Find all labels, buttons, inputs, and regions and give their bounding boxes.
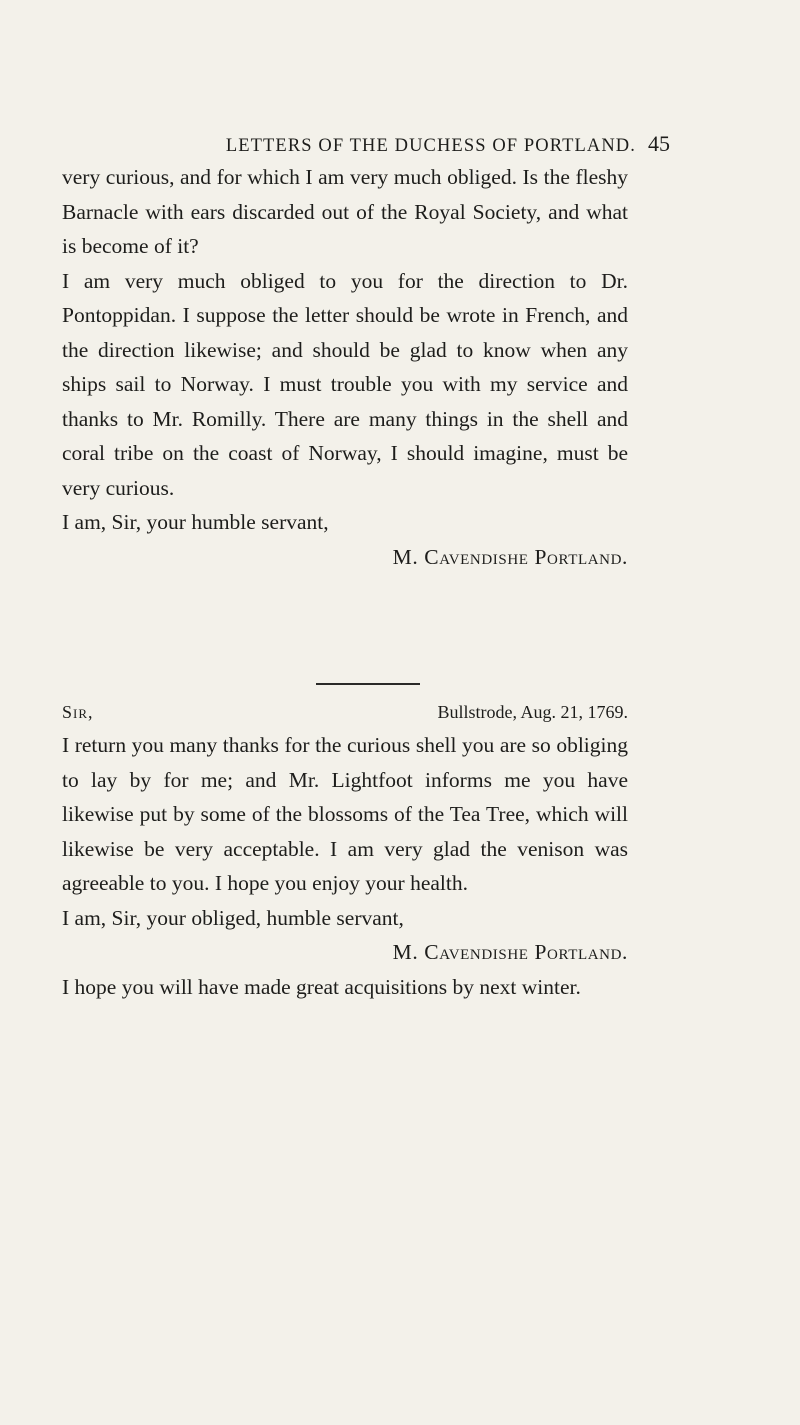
letter-1-paragraph: I am very much obliged to you for the direction to Dr. Pontoppidan. I suppose the letter should be wrote in French, and the direction likewise; and should be glad to know when any ships sail to Norway. I must trouble you with my service and thanks to Mr. Romilly. There are many things in the shell and coral tribe on the coast of Norway, I should imagine, must be very curious. [62, 268, 628, 500]
letter-2-dateline: Bullstrode, Aug. 21, 1769. [437, 702, 628, 722]
letter-2-salutation: Sir, [62, 702, 94, 722]
letter-2-postscript: I hope you will have made great acquisitions by next winter. [62, 974, 581, 999]
letter-2-body [62, 728, 628, 1004]
letter-1-signature: M. Cavendishe Portland. [392, 544, 628, 569]
letter-2-closing: I am, Sir, your obliged, humble servant, [62, 905, 404, 930]
running-head-title: LETTERS OF THE DUCHESS OF PORTLAND. [225, 136, 636, 156]
letter-1-closing: I am, Sir, your humble servant, [62, 510, 329, 534]
section-divider [316, 683, 420, 685]
letter-2-heading [62, 697, 628, 727]
letter-1-paragraph: very curious, and for which I am very much obliged. Is the fleshy Barnacle with ears discarded out of the Royal Society, and what is become of it? [62, 165, 628, 258]
running-head [110, 132, 670, 158]
letter-2-paragraph: I return you many thanks for the curious shell you are so obliging to lay by for me; and Mr. Lightfoot informs me you have likewise put by some of the blossoms of the Tea Tree, which will likewise be very acceptable. I am very glad the venison was agreeable to you. I hope you enjoy your health. [62, 733, 628, 895]
letter-2-signature: M. Cavendishe Portland. [392, 940, 628, 964]
letter-1-body [62, 160, 628, 574]
page-number: 45 [648, 131, 670, 156]
